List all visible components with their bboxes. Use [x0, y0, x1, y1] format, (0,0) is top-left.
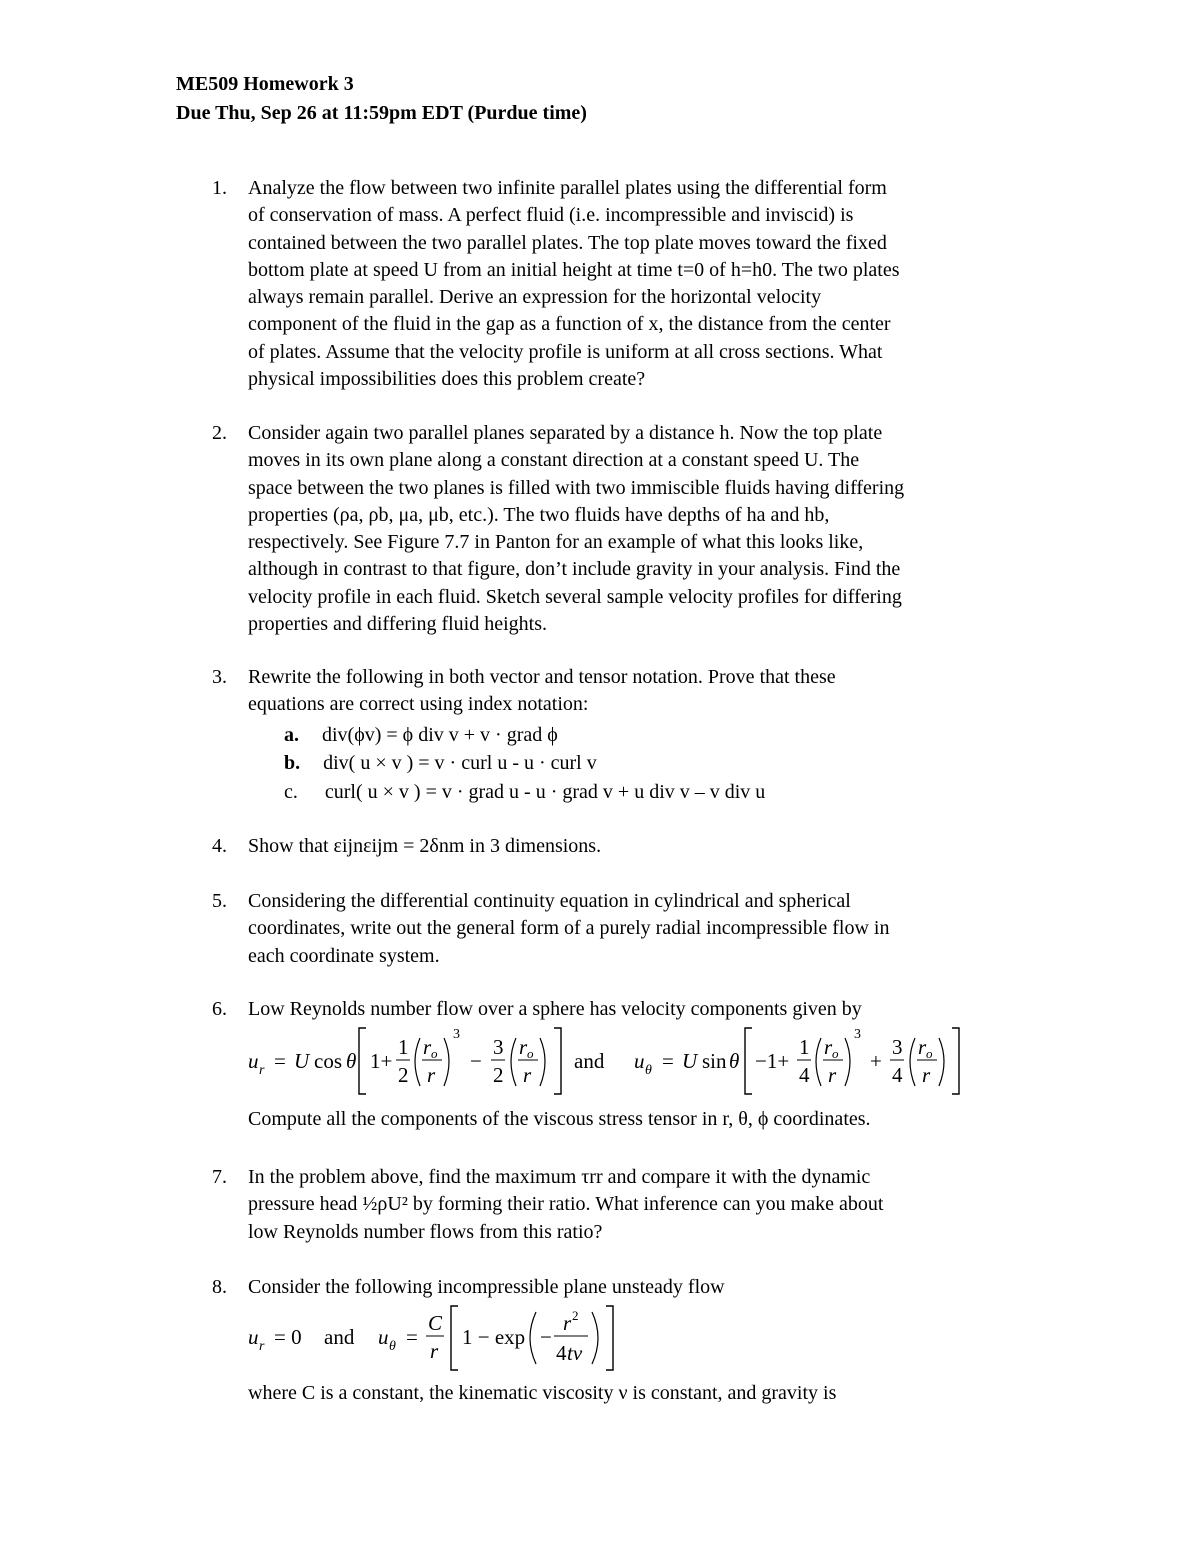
- text-line: In the problem above, find the maximum τrr and compare it with the dynamic: [248, 1166, 871, 1188]
- subitem-a: [284, 721, 558, 749]
- bracket: [359, 1028, 366, 1094]
- eq-and: and: [324, 1325, 355, 1349]
- eq-symbol: o: [926, 1046, 933, 1061]
- subitem-label: b.: [284, 752, 301, 774]
- text-line: Analyze the flow between two infinite parallel plates using the differential form: [248, 177, 887, 199]
- eq-symbol: 2: [493, 1063, 504, 1087]
- bracket: [451, 1306, 458, 1370]
- text-line: moves in its own plane along a constant direction at a constant speed U. The: [248, 449, 860, 472]
- text-line: coordinates, write out the general form of a purely radial incompressible flow in: [248, 917, 890, 940]
- eq-symbol: r: [430, 1339, 439, 1363]
- bracket: [952, 1028, 959, 1094]
- text-line: properties (ρa, ρb, μa, μb, etc.). The two fluids have depths of ha and hb,: [248, 503, 830, 526]
- eq-symbol: 1+: [370, 1049, 393, 1073]
- eq-symbol: r: [427, 1063, 436, 1087]
- text-line: of conservation of mass. A perfect fluid (i.e. incompressible and inviscid) is: [248, 204, 854, 227]
- text-line: Considering the differential continuity equation in cylindrical and spherical: [248, 890, 851, 912]
- eq-symbol: o: [832, 1046, 839, 1061]
- problem-text: [248, 175, 1048, 393]
- text-line: Show that εijnεijm = 2δnm in 3 dimensions.: [248, 835, 602, 857]
- eq-symbol: =: [662, 1049, 674, 1073]
- eq-symbol: u: [378, 1325, 389, 1349]
- eq-symbol: =: [406, 1325, 418, 1349]
- eq-symbol: 3: [493, 1035, 504, 1059]
- problem-number: 2.: [212, 422, 227, 444]
- text-line: each coordinate system.: [248, 944, 440, 967]
- eq-symbol: u: [248, 1049, 259, 1073]
- eq-symbol: sin: [702, 1049, 727, 1073]
- text-line: pressure head ½ρU² by forming their ratio. What inference can you make about: [248, 1193, 884, 1216]
- problem-number: 8.: [212, 1276, 227, 1298]
- eq-symbol: 4: [892, 1063, 903, 1087]
- eq-symbol: C: [428, 1311, 443, 1335]
- due-date: Due Thu, Sep 26 at 11:59pm EDT (Purdue time): [176, 102, 587, 124]
- problem-text: [248, 1106, 1048, 1133]
- text-line: physical impossibilities does this problem create?: [248, 368, 646, 391]
- document-title: ME509 Homework 3: [176, 73, 354, 95]
- problem-text: [248, 1380, 1048, 1407]
- eq-symbol: −: [470, 1049, 482, 1073]
- paren: [415, 1038, 420, 1086]
- eq-symbol: o: [527, 1046, 534, 1061]
- problem-number: 4.: [212, 835, 227, 857]
- text-line: where C is a constant, the kinematic viscosity ν is constant, and gravity is: [248, 1382, 837, 1404]
- problem-number: 7.: [212, 1166, 227, 1188]
- problem-text: [248, 1274, 1048, 1301]
- subitem-c: [284, 778, 765, 806]
- text-line: Low Reynolds number flow over a sphere has velocity components given by: [248, 998, 862, 1020]
- eq-symbol: 3: [892, 1035, 903, 1059]
- text-line: Consider the following incompressible plane unsteady flow: [248, 1276, 725, 1298]
- eq-symbol: 4: [556, 1341, 567, 1365]
- text-line: contained between the two parallel plates. The top plate moves toward the fixed: [248, 231, 887, 254]
- eq-symbol: = 0: [274, 1325, 302, 1349]
- eq-symbol: r: [922, 1063, 931, 1087]
- eq-symbol: 3: [453, 1027, 460, 1042]
- problem-number: 1.: [212, 177, 227, 199]
- eq-symbol: r: [918, 1035, 927, 1059]
- eq-symbol: 1 − exp: [462, 1325, 526, 1349]
- eq-symbol: tν: [567, 1341, 583, 1365]
- equation-svg: [248, 1302, 668, 1374]
- eq-symbol: r: [519, 1035, 528, 1059]
- problem-text: [248, 888, 1048, 970]
- subitem-label: c.: [284, 781, 298, 803]
- equation-vortex-flow: [248, 1302, 668, 1379]
- eq-symbol: 1: [799, 1035, 810, 1059]
- subitem-text: div( u × v ) = v · curl u - u · curl v: [323, 752, 597, 774]
- text-line: component of the fluid in the gap as a function of x, the distance from the center: [248, 313, 891, 336]
- text-line: of plates. Assume that the velocity profile is uniform at all cross sections. What: [248, 340, 883, 363]
- equation-velocity-components: [248, 1024, 1008, 1101]
- eq-symbol: r: [824, 1035, 833, 1059]
- eq-symbol: 3: [854, 1027, 861, 1042]
- eq-symbol: r: [523, 1063, 532, 1087]
- paren: [816, 1038, 821, 1086]
- eq-symbol: −: [540, 1325, 552, 1349]
- problem-number: 3.: [212, 666, 227, 688]
- eq-symbol: r: [259, 1339, 265, 1354]
- problem-text: [248, 664, 1048, 719]
- paren: [939, 1038, 944, 1086]
- text-line: Consider again two parallel planes separated by a distance h. Now the top plate: [248, 422, 883, 444]
- paren: [592, 1312, 598, 1364]
- eq-symbol: θ: [346, 1049, 357, 1073]
- eq-symbol: u: [248, 1325, 259, 1349]
- eq-symbol: u: [634, 1049, 645, 1073]
- eq-symbol: 1: [398, 1035, 409, 1059]
- eq-symbol: +: [870, 1049, 882, 1073]
- text-line: although in contrast to that figure, don’t include gravity in your analysis. Find the: [248, 558, 901, 581]
- equation-svg: [248, 1024, 1008, 1096]
- eq-symbol: r: [563, 1311, 572, 1335]
- text-line: equations are correct using index notation:: [248, 693, 589, 716]
- eq-symbol: U: [682, 1049, 698, 1073]
- subitem-text: div(ϕv) = ϕ div v + v · grad ϕ: [322, 724, 558, 746]
- eq-symbol: r: [259, 1063, 265, 1078]
- bracket: [606, 1306, 613, 1370]
- eq-and: and: [574, 1049, 605, 1073]
- paren: [540, 1038, 545, 1086]
- text-line: low Reynolds number flows from this ratio?: [248, 1220, 603, 1243]
- text-line: respectively. See Figure 7.7 in Panton for an example of what this looks like,: [248, 531, 864, 554]
- text-line: Rewrite the following in both vector and tensor notation. Prove that these: [248, 666, 836, 688]
- eq-symbol: θ: [729, 1049, 740, 1073]
- text-line: space between the two planes is filled with two immiscible fluids having differing: [248, 476, 905, 499]
- text-line: velocity profile in each fluid. Sketch several sample velocity profiles for differing: [248, 585, 902, 608]
- paren: [845, 1038, 850, 1086]
- problem-text: [248, 420, 1048, 638]
- bracket: [745, 1028, 752, 1094]
- paren: [511, 1038, 516, 1086]
- eq-symbol: U: [294, 1049, 310, 1073]
- problem-text: [248, 996, 1048, 1023]
- eq-symbol: θ: [645, 1063, 652, 1078]
- problem-text: [248, 1164, 1048, 1246]
- paren: [530, 1312, 536, 1364]
- eq-symbol: o: [431, 1046, 438, 1061]
- text-line: always remain parallel. Derive an expression for the horizontal velocity: [248, 286, 822, 309]
- paren: [444, 1038, 449, 1086]
- bracket: [554, 1028, 561, 1094]
- subitem-text: curl( u × v ) = v · grad u - u · grad v + u div v – v div u: [324, 781, 766, 803]
- eq-symbol: θ: [389, 1339, 396, 1354]
- eq-symbol: cos: [314, 1049, 342, 1073]
- paren: [910, 1038, 915, 1086]
- eq-symbol: =: [274, 1049, 286, 1073]
- problem-text: [248, 833, 1048, 860]
- subitem-label: a.: [284, 724, 299, 746]
- eq-symbol: −1+: [755, 1049, 790, 1073]
- eq-symbol: r: [423, 1035, 432, 1059]
- text-line: Compute all the components of the viscous stress tensor in r, θ, ϕ coordinates.: [248, 1108, 871, 1130]
- problem-number: 5.: [212, 890, 227, 912]
- text-line: bottom plate at speed U from an initial height at time t=0 of h=h0. The two plates: [248, 258, 900, 281]
- problem-number: 6.: [212, 998, 227, 1020]
- eq-symbol: 2: [572, 1308, 579, 1323]
- text-line: properties and differing fluid heights.: [248, 613, 548, 636]
- subitem-b: [284, 749, 597, 777]
- eq-symbol: r: [828, 1063, 837, 1087]
- eq-symbol: 4: [799, 1063, 810, 1087]
- eq-symbol: 2: [398, 1063, 409, 1087]
